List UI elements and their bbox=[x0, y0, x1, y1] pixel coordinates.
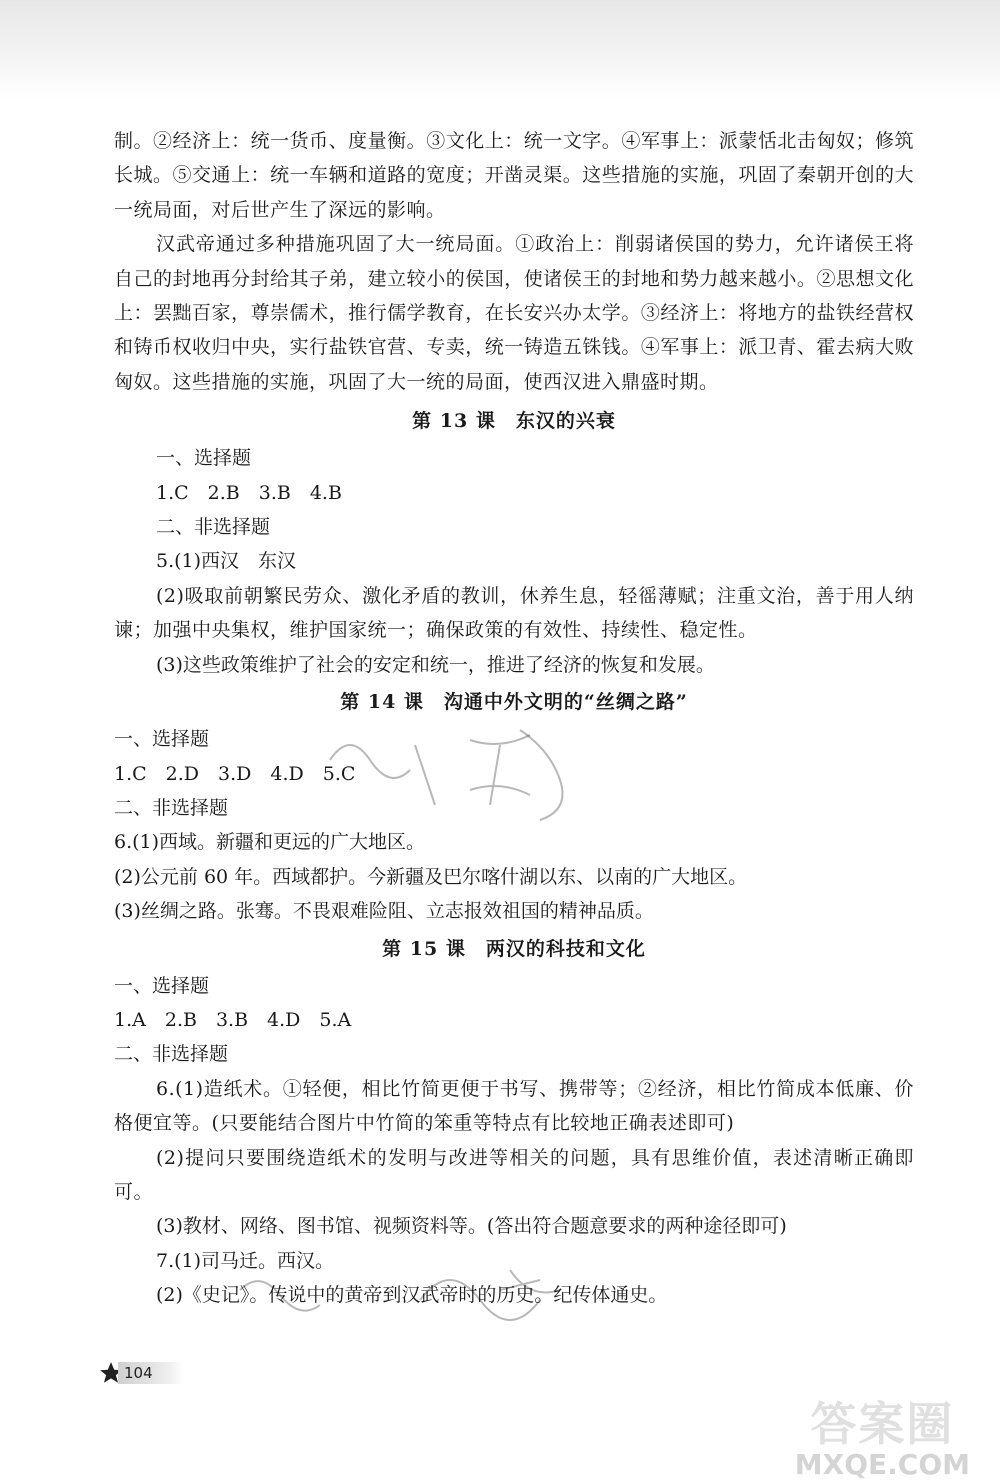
lesson-14-title: 第 14 课 沟通中外文明的“丝绸之路” bbox=[340, 691, 688, 714]
watermark-logo-text: 答案圈 bbox=[810, 1397, 955, 1451]
lesson-14-section-nonchoice: 二、非选择题 bbox=[114, 796, 229, 819]
lesson-13-choice-answers: 1.C 2.B 3.B 4.B bbox=[156, 481, 342, 504]
lesson-15-q6-3: (3)教材、网络、图书馆、视频资料等。(答出符合题意要求的两种途径即可) bbox=[156, 1215, 787, 1238]
lesson-14-section-choice: 一、选择题 bbox=[114, 728, 210, 751]
lesson-15-q7-2: (2)《史记》。传说中的黄帝到汉武帝时的历史。纪传体通史。 bbox=[156, 1284, 668, 1307]
lesson-13-q5-2: (2)吸取前朝繁民劳众、激化矛盾的教训，休养生息，轻徭薄赋；注重文治，善于用人纳谏；加强中央集权，维护国家统一；确保政策的有效性、持续性、稳定性。 bbox=[114, 584, 914, 642]
lesson-15-title: 第 15 课 两汉的科技和文化 bbox=[382, 937, 646, 960]
lesson-14-q6-2: (2)公元前 60 年。西域都护。今新疆及巴尔喀什湖以东、以南的广大地区。 bbox=[114, 865, 748, 888]
site-watermark-logo bbox=[795, 1388, 970, 1481]
lesson-14-q6-1: 6.(1)西域。新疆和更远的广大地区。 bbox=[114, 831, 426, 854]
lesson-15-choice-answers: 1.A 2.B 3.B 4.D 5.A bbox=[114, 1008, 352, 1031]
lesson-15-q6-2: (2)提问只要围绕造纸术的发明与改进等相关的问题，具有思维价值，表述清晰正确即可。 bbox=[114, 1146, 914, 1203]
watermark-logo-domain: MXQE.COM bbox=[794, 1448, 970, 1481]
page-number: 104 bbox=[118, 1362, 183, 1384]
lesson-15-section-choice: 一、选择题 bbox=[114, 974, 210, 997]
lesson-13-title: 第 13 课 东汉的兴衰 bbox=[412, 410, 616, 433]
paragraph-han-wudi-measures: 汉武帝通过多种措施巩固了大一统局面。①政治上：削弱诸侯国的势力，允许诸侯王将自己的封地再分封给其子弟，建立较小的侯国，使诸侯王的封地和势力越来越小。②思想文化上：罢黜百家，尊崇儒术，推行儒学教育，在长安兴办太学。③经济上：将地方的盐铁经营权和铸币权收归中央，实行盐铁官营、专卖，统一铸造五铢钱。④军事上：派卫青、霍去病大败匈奴。这些措施的实施，巩固了大一统的局面，使西汉进入鼎盛时期。 bbox=[114, 233, 914, 393]
page-footer bbox=[98, 1358, 183, 1388]
lesson-15-q6-1: 6.(1)造纸术。①轻便，相比竹简更便于书写、携带等；②经济，相比竹简成本低廉、价格便宜等。(只要能结合图片中竹简的笨重等特点有比较地正确表述即可) bbox=[114, 1077, 914, 1135]
scan-top-shadow bbox=[0, 0, 1000, 100]
lesson-13-section-nonchoice: 二、非选择题 bbox=[156, 516, 271, 539]
lesson-15-q7-1: 7.(1)司马迁。西汉。 bbox=[156, 1249, 335, 1272]
lesson-14-choice-answers: 1.C 2.D 3.D 4.D 5.C bbox=[114, 762, 356, 785]
paragraph-qin-measures: 制。②经济上：统一货币、度量衡。③文化上：统一文字。④军事上：派蒙恬北击匈奴；修筑长城。⑤交通上：统一车辆和道路的宽度；开凿灵渠。这些措施的实施，巩固了秦朝开创的大一统局面，对后世产生了深远的影响。 bbox=[114, 130, 914, 221]
lesson-13-q5-3: (3)这些政策维护了社会的安定和统一，推进了经济的恢复和发展。 bbox=[156, 653, 715, 676]
lesson-15-section-nonchoice: 二、非选择题 bbox=[114, 1043, 229, 1066]
answer-content bbox=[114, 124, 914, 1313]
lesson-14-q6-3: (3)丝绸之路。张骞。不畏艰难险阻、立志报效祖国的精神品质。 bbox=[114, 900, 654, 923]
lesson-13-section-choice: 一、选择题 bbox=[156, 447, 252, 470]
lesson-13-q5-1: 5.(1)西汉 东汉 bbox=[156, 550, 297, 573]
